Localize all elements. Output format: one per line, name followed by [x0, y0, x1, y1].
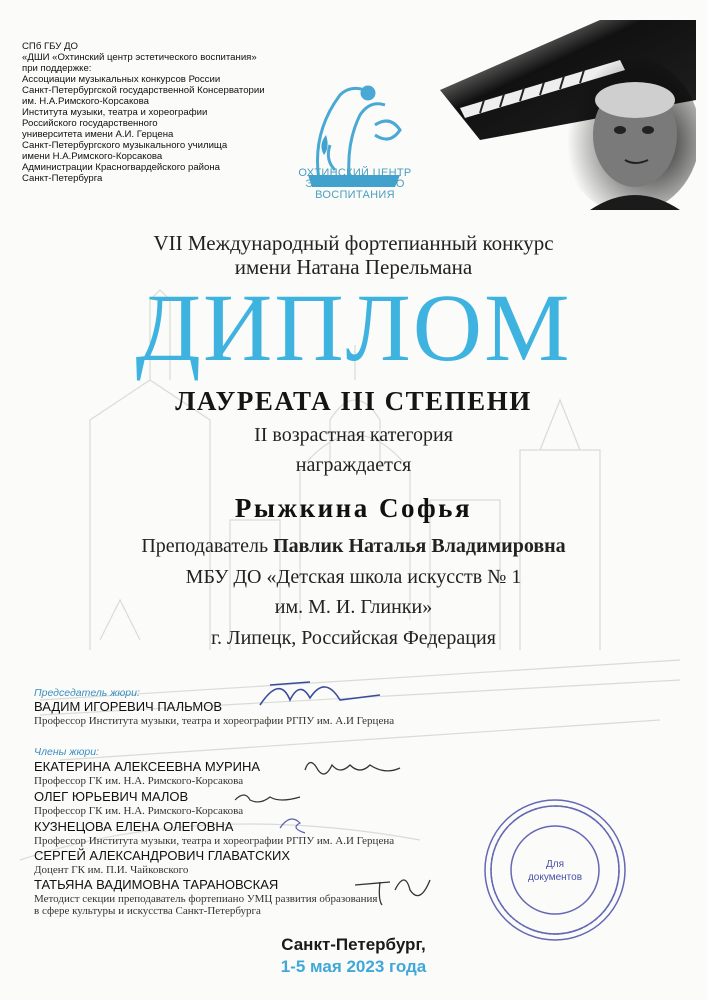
- stamp-inner-line2: документов: [527, 872, 583, 883]
- logo-caption-line: ОХТИНСКИЙ ЦЕНТР: [298, 167, 412, 179]
- footer-city: Санкт-Петербург,: [281, 935, 426, 954]
- organizer-line: Санкт-Петербургской государственной Консерватории: [22, 85, 265, 96]
- jury-member-desc: Методист секции преподаватель фортепиано УМЦ развития образования: [34, 893, 378, 905]
- jury-chair-name: ВАДИМ ИГОРЕВИЧ ПАЛЬМОВ: [34, 699, 223, 714]
- organizer-block: [22, 41, 302, 184]
- competition-title-line2: имени Натана Перельмана: [234, 255, 473, 279]
- organizer-line: Ассоциации музыкальных конкурсов России: [22, 74, 221, 85]
- jury-member-desc: Профессор Института музыки, театра и хореографии РГПУ им. А.И Герцена: [34, 835, 395, 847]
- organizer-line: Института музыки, театра и хореографии: [22, 107, 208, 118]
- organizer-line: Администрации Красногвардейского района: [22, 162, 220, 173]
- jury-members-heading: Члены жюри:: [34, 746, 99, 758]
- jury-member-name: КУЗНЕЦОВА ЕЛЕНА ОЛЕГОВНА: [34, 819, 234, 834]
- portrait-photo: [420, 20, 696, 210]
- stamp-inner-line1: Для: [545, 859, 565, 870]
- age-category: II возрастная категория: [254, 424, 453, 446]
- jury-member-desc: Профессор ГК им. Н.А. Римского-Корсакова: [34, 805, 244, 817]
- winner-city: г. Липецк, Российская Федерация: [211, 627, 496, 649]
- organizer-line: «ДШИ «Охтинский центр эстетического воспитания»: [22, 52, 257, 63]
- chair-signature: [250, 670, 400, 720]
- organizer-line: им. Н.А.Римского-Корсакова: [22, 96, 149, 107]
- organizer-line: Российского государственного: [22, 118, 158, 129]
- awarded-label: награждается: [295, 454, 412, 476]
- member-signature: [350, 860, 440, 910]
- logo-caption-line: ВОСПИТАНИЯ: [315, 189, 395, 201]
- member-signature: [230, 785, 310, 810]
- organizer-line: университета имени А.И. Герцена: [22, 129, 174, 140]
- jury-member-desc-line2: в сфере культуры и искусства Санкт-Петербурга: [34, 905, 261, 917]
- jury-member-name: ОЛЕГ ЮРЬЕВИЧ МАЛОВ: [34, 789, 189, 804]
- jury-member-desc: Профессор ГК им. Н.А. Римского-Корсакова: [34, 775, 244, 787]
- logo-caption: [280, 168, 430, 201]
- logo-caption-line: ЭСТЕТИЧЕСКОГО: [305, 178, 405, 190]
- winner-name: Рыжкина Софья: [234, 493, 473, 523]
- organizer-line: имени Н.А.Римского-Корсакова: [22, 151, 163, 162]
- jury-member-name: ТАТЬЯНА ВАДИМОВНА ТАРАНОВСКАЯ: [34, 877, 279, 892]
- teacher-prefix: Преподаватель: [141, 535, 269, 557]
- jury-chair-desc: Профессор Института музыки, театра и хореографии РГПУ им. А.И Герцена: [34, 715, 395, 727]
- member-signature: [300, 750, 420, 785]
- jury-member-desc: Доцент ГК им. П.И. Чайковского: [34, 864, 189, 876]
- teacher-name: Павлик Наталья Владимировна: [273, 535, 566, 557]
- footer-date: 1-5 мая 2023 года: [280, 957, 427, 976]
- organizer-line: Санкт-Петербургского музыкального училища: [22, 140, 228, 151]
- laureate-degree: ЛАУРЕАТА III СТЕПЕНИ: [175, 386, 532, 416]
- organizer-line: при поддержке:: [22, 63, 92, 74]
- jury-chair-heading: Председатель жюри:: [34, 687, 140, 699]
- official-stamp: [480, 795, 630, 945]
- school-line1: МБУ ДО «Детская школа искусств № 1: [185, 566, 522, 588]
- teacher-line: [0, 535, 707, 558]
- jury-member-name: СЕРГЕЙ АЛЕКСАНДРОВИЧ ГЛАВАТСКИХ: [34, 848, 291, 863]
- member-signature: [270, 808, 320, 838]
- diploma-title: ДИПЛОМ: [135, 274, 572, 381]
- organizer-line: СПб ГБУ ДО: [22, 41, 78, 52]
- organizer-line: Санкт-Петербурга: [22, 173, 103, 184]
- competition-title-line1: VII Международный фортепианный конкурс: [153, 231, 554, 255]
- school-line2: им. М. И. Глинки»: [274, 596, 433, 618]
- jury-member-name: ЕКАТЕРИНА АЛЕКСЕЕВНА МУРИНА: [34, 759, 261, 774]
